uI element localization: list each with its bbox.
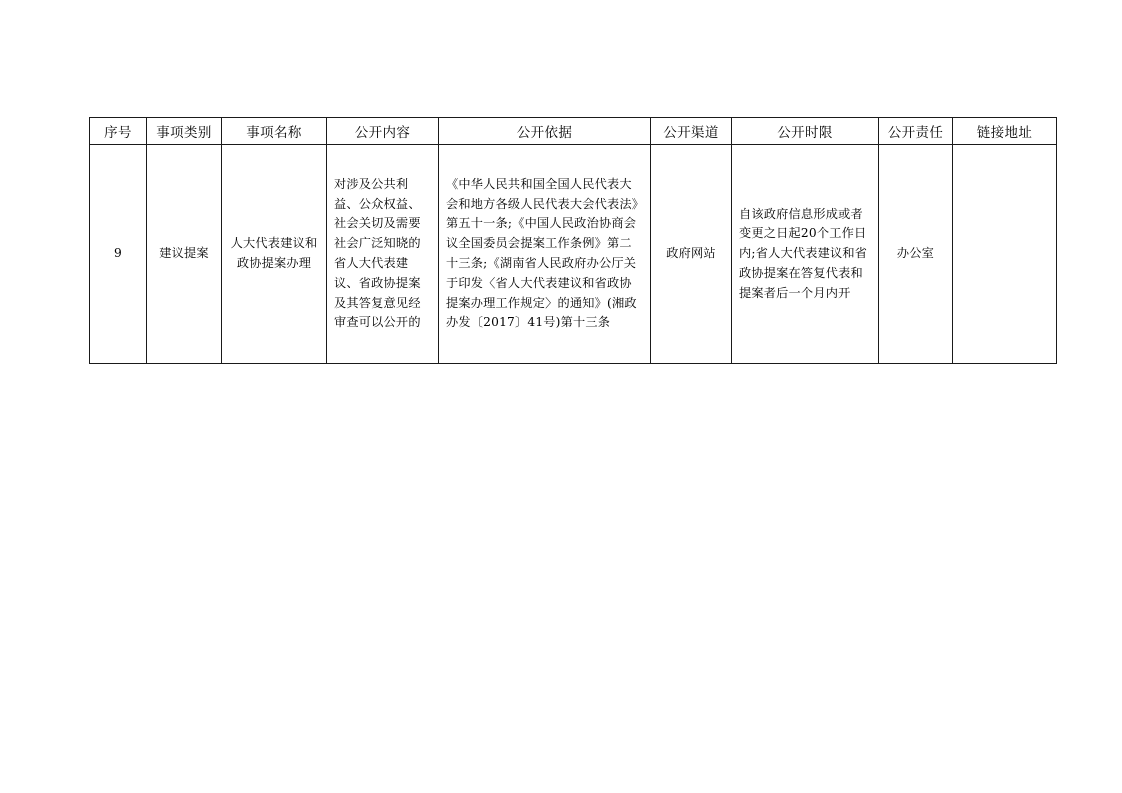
cell-name: 人大代表建议和政协提案办理 xyxy=(222,145,327,364)
disclosure-table xyxy=(89,117,1057,364)
column-header-name: 事项名称 xyxy=(222,118,327,145)
cell-deadline: 自该政府信息形成或者变更之日起20个工作日内;省人大代表建议和省政协提案在答复代表和提案者后一个月内开 xyxy=(732,145,879,364)
cell-basis: 《中华人民共和国全国人民代表大会和地方各级人民代表大会代表法》第五十一条;《中国人民政治协商会议全国委员会提案工作条例》第二十三条;《湖南省人民政府办公厅关于印发〈省人大代表建议和省政协提案办理工作规定〉的通知》(湘政办发〔2017〕41号)第十三条 xyxy=(439,145,651,364)
column-header-category: 事项类别 xyxy=(147,118,222,145)
cell-category: 建议提案 xyxy=(147,145,222,364)
table-header-row xyxy=(90,118,1057,145)
cell-seq: 9 xyxy=(90,145,147,364)
cell-link xyxy=(953,145,1057,364)
column-header-deadline: 公开时限 xyxy=(732,118,879,145)
cell-channel: 政府网站 xyxy=(651,145,732,364)
column-header-link: 链接地址 xyxy=(953,118,1057,145)
cell-responsibility: 办公室 xyxy=(879,145,953,364)
table-row xyxy=(90,145,1057,364)
column-header-content: 公开内容 xyxy=(327,118,439,145)
column-header-responsibility: 公开责任 xyxy=(879,118,953,145)
column-header-seq: 序号 xyxy=(90,118,147,145)
cell-content: 对涉及公共利益、公众权益、社会关切及需要社会广泛知晓的省人大代表建议、省政协提案及其答复意见经审查可以公开的 xyxy=(327,145,439,364)
column-header-channel: 公开渠道 xyxy=(651,118,732,145)
column-header-basis: 公开依据 xyxy=(439,118,651,145)
